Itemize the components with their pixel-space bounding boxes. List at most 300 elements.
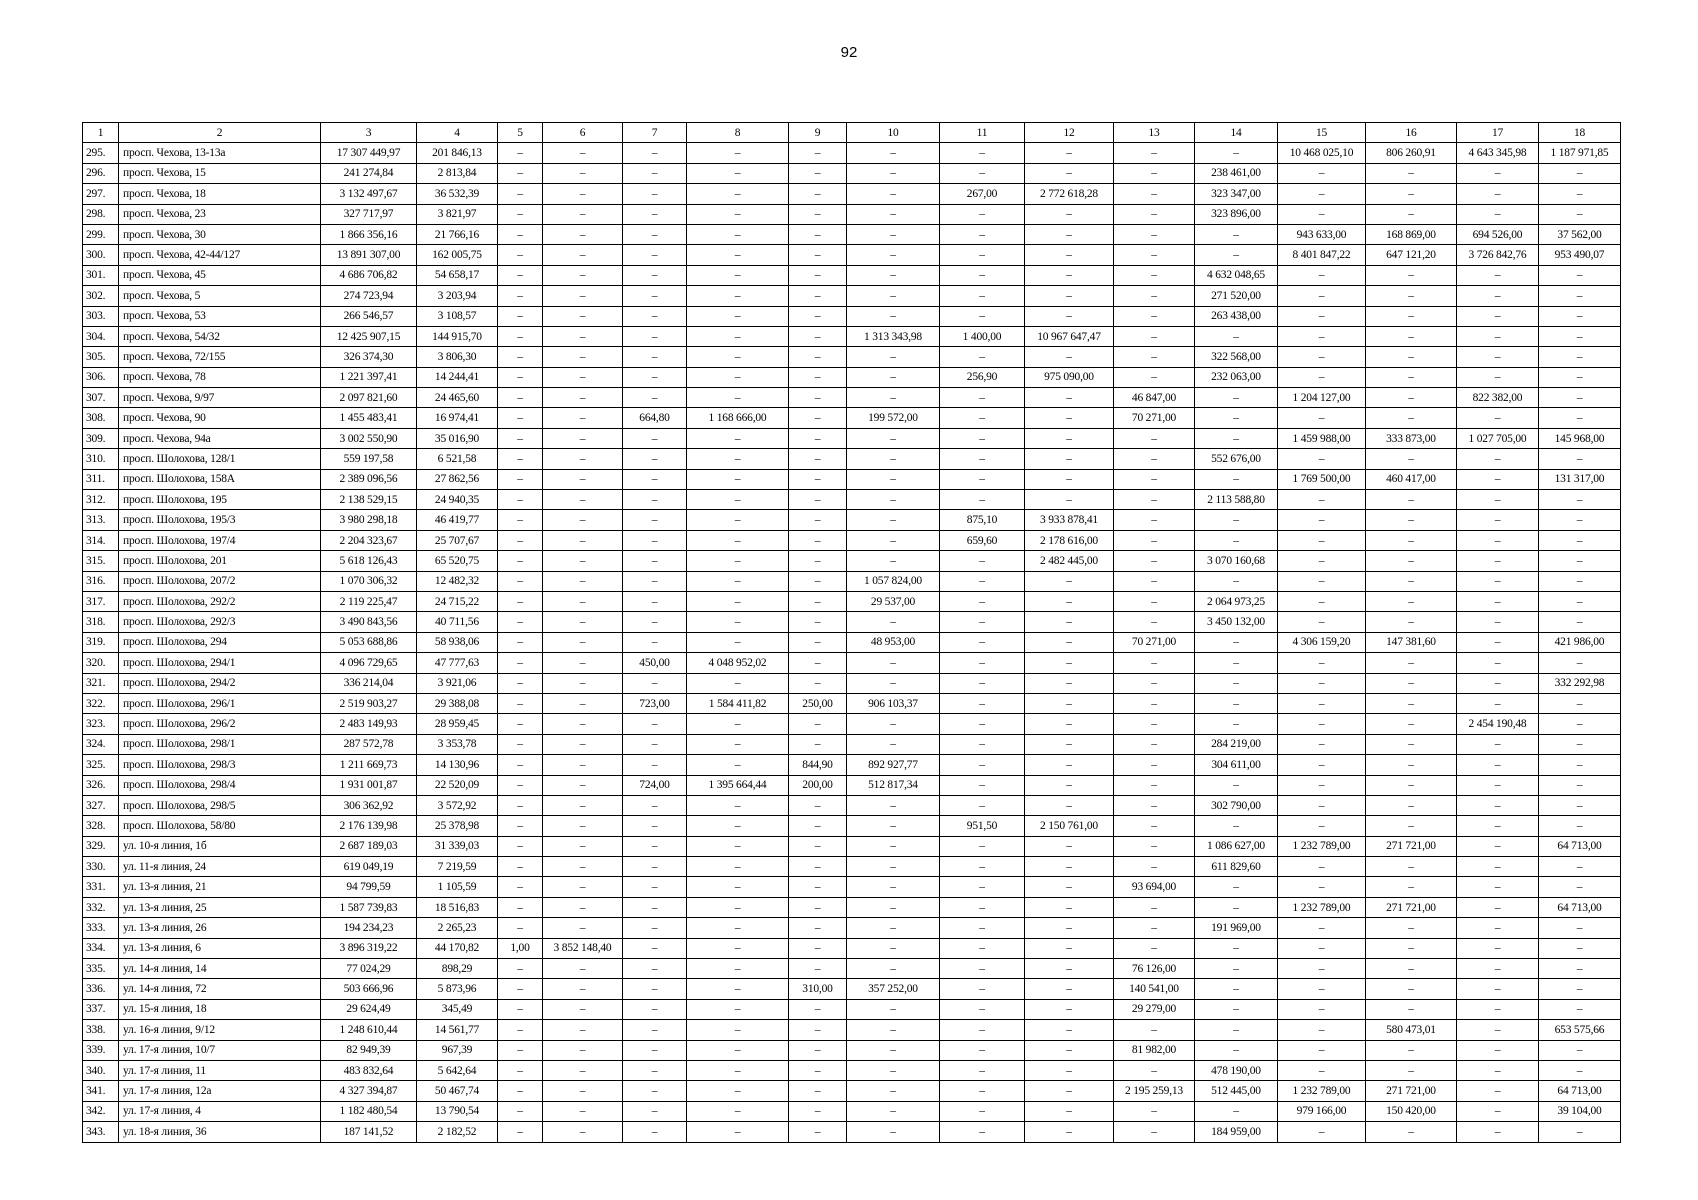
value-cell: – (789, 469, 847, 489)
value-cell: 81 982,00 (1114, 1040, 1195, 1060)
value-cell: – (789, 653, 847, 673)
value-cell: – (543, 551, 623, 571)
value-cell: – (687, 734, 789, 754)
value-cell: 478 190,00 (1195, 1060, 1278, 1080)
value-cell: – (1195, 530, 1278, 550)
value-cell: – (687, 918, 789, 938)
table-row (83, 653, 1621, 673)
value-cell: – (847, 367, 940, 387)
value-cell: – (940, 265, 1025, 285)
row-number: 328. (83, 816, 119, 836)
table-row (83, 143, 1621, 163)
value-cell: – (623, 1020, 687, 1040)
value-cell: – (687, 857, 789, 877)
value-cell: – (1457, 449, 1539, 469)
value-cell: – (789, 734, 847, 754)
value-cell: – (498, 1081, 543, 1101)
value-cell: – (940, 388, 1025, 408)
value-cell: 40 711,56 (417, 612, 498, 632)
value-cell: – (1366, 286, 1457, 306)
value-cell: 559 197,58 (321, 449, 417, 469)
value-cell: 1 086 627,00 (1195, 836, 1278, 856)
value-cell: 724,00 (623, 775, 687, 795)
value-cell: – (687, 938, 789, 958)
value-cell: – (1195, 693, 1278, 713)
value-cell: 2 064 973,25 (1195, 591, 1278, 611)
value-cell: – (789, 245, 847, 265)
address-cell: просп. Шолохова, 296/2 (119, 714, 321, 734)
table-row (83, 591, 1621, 611)
table-row (83, 265, 1621, 285)
value-cell: – (1195, 877, 1278, 897)
value-cell: – (1025, 938, 1114, 958)
value-cell: – (498, 612, 543, 632)
value-cell: – (1025, 1101, 1114, 1121)
column-header: 15 (1278, 123, 1366, 143)
value-cell: – (847, 918, 940, 938)
value-cell: – (1457, 816, 1539, 836)
value-cell: – (687, 347, 789, 367)
value-cell: 1 105,59 (417, 877, 498, 897)
address-cell: просп. Шолохова, 292/2 (119, 591, 321, 611)
value-cell: – (623, 326, 687, 346)
value-cell: 2 182,52 (417, 1122, 498, 1142)
value-cell: – (1366, 714, 1457, 734)
value-cell: 44 170,82 (417, 938, 498, 958)
value-cell: – (498, 1060, 543, 1080)
value-cell: – (1457, 938, 1539, 958)
value-cell: 65 520,75 (417, 551, 498, 571)
value-cell: – (847, 857, 940, 877)
value-cell: – (940, 1081, 1025, 1101)
row-number: 338. (83, 1020, 119, 1040)
value-cell: – (1278, 367, 1366, 387)
value-cell: – (1195, 469, 1278, 489)
value-cell: 3 921,06 (417, 673, 498, 693)
value-cell: 4 327 394,87 (321, 1081, 417, 1101)
row-number: 303. (83, 306, 119, 326)
value-cell: – (498, 795, 543, 815)
value-cell: – (940, 408, 1025, 428)
table-row (83, 1020, 1621, 1040)
table-row (83, 163, 1621, 183)
value-cell: – (1025, 999, 1114, 1019)
address-cell: просп. Шолохова, 294 (119, 632, 321, 652)
value-cell: 3 896 319,22 (321, 938, 417, 958)
value-cell: 70 271,00 (1114, 632, 1195, 652)
value-cell: 306 362,92 (321, 795, 417, 815)
value-cell: – (543, 408, 623, 428)
value-cell: – (1539, 755, 1621, 775)
value-cell: – (1539, 530, 1621, 550)
value-cell: 1 027 705,00 (1457, 428, 1539, 448)
value-cell: 48 953,00 (847, 632, 940, 652)
value-cell: – (1539, 326, 1621, 346)
address-cell: ул. 13-я линия, 26 (119, 918, 321, 938)
value-cell: – (1539, 918, 1621, 938)
value-cell: – (1457, 795, 1539, 815)
value-cell: – (847, 306, 940, 326)
value-cell: – (623, 857, 687, 877)
row-number: 307. (83, 388, 119, 408)
value-cell: 200,00 (789, 775, 847, 795)
value-cell: – (498, 857, 543, 877)
value-cell: – (1366, 612, 1457, 632)
value-cell: – (498, 449, 543, 469)
value-cell: – (789, 938, 847, 958)
value-cell: – (687, 530, 789, 550)
value-cell: 951,50 (940, 816, 1025, 836)
value-cell: 2 482 445,00 (1025, 551, 1114, 571)
value-cell: – (498, 877, 543, 897)
address-cell: просп. Шолохова, 294/2 (119, 673, 321, 693)
table-row (83, 286, 1621, 306)
value-cell: – (498, 755, 543, 775)
row-number: 318. (83, 612, 119, 632)
value-cell: – (789, 1081, 847, 1101)
value-cell: – (543, 490, 623, 510)
value-cell: – (1366, 693, 1457, 713)
value-cell: 1 931 001,87 (321, 775, 417, 795)
value-cell: – (687, 510, 789, 530)
value-cell: 29 388,08 (417, 693, 498, 713)
value-cell: 46 419,77 (417, 510, 498, 530)
value-cell: 1 395 664,44 (687, 775, 789, 795)
value-cell: – (847, 938, 940, 958)
value-cell: – (498, 693, 543, 713)
value-cell: – (1457, 265, 1539, 285)
row-number: 329. (83, 836, 119, 856)
value-cell: – (1539, 795, 1621, 815)
value-cell: – (1025, 897, 1114, 917)
value-cell: – (940, 612, 1025, 632)
value-cell: – (623, 428, 687, 448)
value-cell: – (498, 143, 543, 163)
address-cell: просп. Шолохова, 195 (119, 490, 321, 510)
value-cell: – (1366, 755, 1457, 775)
value-cell: – (1195, 571, 1278, 591)
address-cell: просп. Чехова, 5 (119, 286, 321, 306)
value-cell: – (623, 204, 687, 224)
value-cell: 35 016,90 (417, 428, 498, 448)
address-cell: просп. Шолохова, 128/1 (119, 449, 321, 469)
value-cell: – (1366, 163, 1457, 183)
value-cell: 3 450 132,00 (1195, 612, 1278, 632)
row-number: 339. (83, 1040, 119, 1060)
value-cell: 1 248 610,44 (321, 1020, 417, 1040)
value-cell: – (940, 918, 1025, 938)
value-cell: – (623, 755, 687, 775)
value-cell: 1 211 669,73 (321, 755, 417, 775)
value-cell: – (543, 367, 623, 387)
value-cell: 10 468 025,10 (1278, 143, 1366, 163)
value-cell: 18 516,83 (417, 897, 498, 917)
value-cell: 4 632 048,65 (1195, 265, 1278, 285)
value-cell: – (498, 979, 543, 999)
value-cell: – (623, 1101, 687, 1121)
value-cell: – (789, 591, 847, 611)
value-cell: – (1539, 571, 1621, 591)
value-cell: – (1457, 490, 1539, 510)
column-header: 3 (321, 123, 417, 143)
row-number: 302. (83, 286, 119, 306)
value-cell: – (1539, 306, 1621, 326)
value-cell: 3 132 497,67 (321, 184, 417, 204)
value-cell: 322 568,00 (1195, 347, 1278, 367)
value-cell: 22 520,09 (417, 775, 498, 795)
value-cell: – (940, 1040, 1025, 1060)
value-cell: – (1278, 959, 1366, 979)
value-cell: – (847, 836, 940, 856)
value-cell: – (847, 795, 940, 815)
value-cell: 266 546,57 (321, 306, 417, 326)
table-row (83, 693, 1621, 713)
value-cell: – (1114, 326, 1195, 346)
value-cell: – (847, 1020, 940, 1040)
value-cell: – (1457, 673, 1539, 693)
value-cell: – (1025, 918, 1114, 938)
value-cell: – (1278, 795, 1366, 815)
address-cell: просп. Шолохова, 298/5 (119, 795, 321, 815)
value-cell: – (1539, 693, 1621, 713)
value-cell: – (1114, 775, 1195, 795)
value-cell: 24 465,60 (417, 388, 498, 408)
value-cell: – (1366, 734, 1457, 754)
value-cell: – (543, 1040, 623, 1060)
value-cell: – (940, 1122, 1025, 1142)
table-row (83, 857, 1621, 877)
value-cell: 326 374,30 (321, 347, 417, 367)
value-cell: – (543, 959, 623, 979)
value-cell: – (1457, 999, 1539, 1019)
value-cell: – (543, 897, 623, 917)
value-cell: – (789, 490, 847, 510)
value-cell: 64 713,00 (1539, 1081, 1621, 1101)
value-cell: – (1025, 571, 1114, 591)
row-number: 299. (83, 224, 119, 244)
value-cell: – (543, 979, 623, 999)
value-cell: – (623, 367, 687, 387)
value-cell: 64 713,00 (1539, 897, 1621, 917)
value-cell: – (1025, 286, 1114, 306)
value-cell: 7 219,59 (417, 857, 498, 877)
value-cell: – (543, 755, 623, 775)
data-table (82, 122, 1621, 1143)
table-row (83, 367, 1621, 387)
value-cell: 723,00 (623, 693, 687, 713)
value-cell: – (623, 265, 687, 285)
value-cell: 1 313 343,98 (847, 326, 940, 346)
value-cell: – (1025, 1020, 1114, 1040)
value-cell: – (1278, 510, 1366, 530)
page-number: 92 (840, 44, 858, 61)
value-cell: 140 541,00 (1114, 979, 1195, 999)
value-cell: 1 232 789,00 (1278, 897, 1366, 917)
value-cell: 263 438,00 (1195, 306, 1278, 326)
value-cell: – (1539, 204, 1621, 224)
value-cell: – (940, 795, 1025, 815)
value-cell: – (1025, 428, 1114, 448)
value-cell: – (623, 734, 687, 754)
value-cell: – (1457, 755, 1539, 775)
value-cell: – (1025, 265, 1114, 285)
value-cell: – (498, 673, 543, 693)
value-cell: – (498, 1101, 543, 1121)
value-cell: – (543, 999, 623, 1019)
value-cell: – (789, 265, 847, 285)
value-cell: – (1457, 469, 1539, 489)
value-cell: – (1278, 1040, 1366, 1060)
value-cell: – (1366, 347, 1457, 367)
value-cell: – (1366, 530, 1457, 550)
value-cell: 1 168 666,00 (687, 408, 789, 428)
value-cell: – (623, 347, 687, 367)
value-cell: – (1366, 1060, 1457, 1080)
address-cell: просп. Шолохова, 197/4 (119, 530, 321, 550)
value-cell: – (1539, 184, 1621, 204)
value-cell: – (940, 755, 1025, 775)
value-cell: 3 852 148,40 (543, 938, 623, 958)
value-cell: 450,00 (623, 653, 687, 673)
value-cell: – (1195, 510, 1278, 530)
value-cell: – (789, 449, 847, 469)
value-cell: – (940, 347, 1025, 367)
value-cell: 1 221 397,41 (321, 367, 417, 387)
value-cell: – (623, 979, 687, 999)
value-cell: 1 232 789,00 (1278, 836, 1366, 856)
value-cell: – (940, 245, 1025, 265)
value-cell: – (687, 204, 789, 224)
value-cell: 2 150 761,00 (1025, 816, 1114, 836)
value-cell: – (687, 326, 789, 346)
value-cell: 287 572,78 (321, 734, 417, 754)
value-cell: – (847, 265, 940, 285)
value-cell: – (789, 795, 847, 815)
value-cell: 327 717,97 (321, 204, 417, 224)
value-cell: 50 467,74 (417, 1081, 498, 1101)
value-cell: – (1366, 1122, 1457, 1142)
value-cell: – (1278, 653, 1366, 673)
value-cell: – (543, 530, 623, 550)
value-cell: – (498, 775, 543, 795)
value-cell: – (1195, 408, 1278, 428)
value-cell: – (1025, 714, 1114, 734)
table-row (83, 714, 1621, 734)
value-cell: – (687, 836, 789, 856)
table-row (83, 1122, 1621, 1142)
value-cell: – (1278, 1122, 1366, 1142)
table-row (83, 224, 1621, 244)
value-cell: – (940, 693, 1025, 713)
value-cell: – (1457, 204, 1539, 224)
value-cell: – (543, 428, 623, 448)
header-row (83, 123, 1621, 143)
value-cell: – (1114, 551, 1195, 571)
value-cell: 27 862,56 (417, 469, 498, 489)
row-number: 323. (83, 714, 119, 734)
value-cell: – (498, 734, 543, 754)
value-cell: 806 260,91 (1366, 143, 1457, 163)
value-cell: – (543, 388, 623, 408)
address-cell: просп. Чехова, 90 (119, 408, 321, 428)
table-row (83, 938, 1621, 958)
value-cell: – (1457, 510, 1539, 530)
row-number: 335. (83, 959, 119, 979)
row-number: 337. (83, 999, 119, 1019)
value-cell: – (498, 204, 543, 224)
value-cell: – (940, 163, 1025, 183)
value-cell: – (1195, 143, 1278, 163)
value-cell: – (940, 224, 1025, 244)
value-cell: – (1539, 612, 1621, 632)
value-cell: – (1195, 673, 1278, 693)
value-cell: – (847, 530, 940, 550)
value-cell: 47 777,63 (417, 653, 498, 673)
value-cell: 2 389 096,56 (321, 469, 417, 489)
value-cell: 1 187 971,85 (1539, 143, 1621, 163)
table-row (83, 979, 1621, 999)
row-number: 341. (83, 1081, 119, 1101)
value-cell: – (498, 510, 543, 530)
value-cell: – (1114, 734, 1195, 754)
value-cell: – (687, 551, 789, 571)
table-row (83, 999, 1621, 1019)
value-cell: – (1457, 612, 1539, 632)
value-cell: 483 832,64 (321, 1060, 417, 1080)
value-cell: – (847, 388, 940, 408)
value-cell: – (623, 143, 687, 163)
value-cell: 29 537,00 (847, 591, 940, 611)
value-cell: – (789, 367, 847, 387)
value-cell: – (847, 551, 940, 571)
address-cell: просп. Шолохова, 298/4 (119, 775, 321, 795)
value-cell: – (623, 469, 687, 489)
value-cell: – (1025, 612, 1114, 632)
value-cell: – (1114, 163, 1195, 183)
value-cell: 1 769 500,00 (1278, 469, 1366, 489)
value-cell: – (498, 571, 543, 591)
value-cell: – (543, 469, 623, 489)
value-cell: – (1025, 959, 1114, 979)
value-cell: 1 204 127,00 (1278, 388, 1366, 408)
value-cell: – (543, 510, 623, 530)
value-cell: – (1278, 163, 1366, 183)
value-cell: – (543, 224, 623, 244)
value-cell: – (1457, 551, 1539, 571)
value-cell: – (1366, 551, 1457, 571)
table-row (83, 184, 1621, 204)
value-cell: 13 891 307,00 (321, 245, 417, 265)
value-cell: – (1114, 1122, 1195, 1142)
value-cell: – (789, 408, 847, 428)
value-cell: – (1457, 408, 1539, 428)
value-cell: – (1366, 571, 1457, 591)
value-cell: – (1114, 612, 1195, 632)
value-cell: 822 382,00 (1457, 388, 1539, 408)
value-cell: 323 347,00 (1195, 184, 1278, 204)
value-cell: – (623, 673, 687, 693)
value-cell: – (847, 673, 940, 693)
value-cell: 2 813,84 (417, 163, 498, 183)
row-number: 308. (83, 408, 119, 428)
value-cell: – (1025, 795, 1114, 815)
value-cell: – (1114, 265, 1195, 285)
value-cell: – (623, 714, 687, 734)
value-cell: 1 455 483,41 (321, 408, 417, 428)
table-row (83, 449, 1621, 469)
value-cell: – (940, 632, 1025, 652)
value-cell: – (543, 795, 623, 815)
